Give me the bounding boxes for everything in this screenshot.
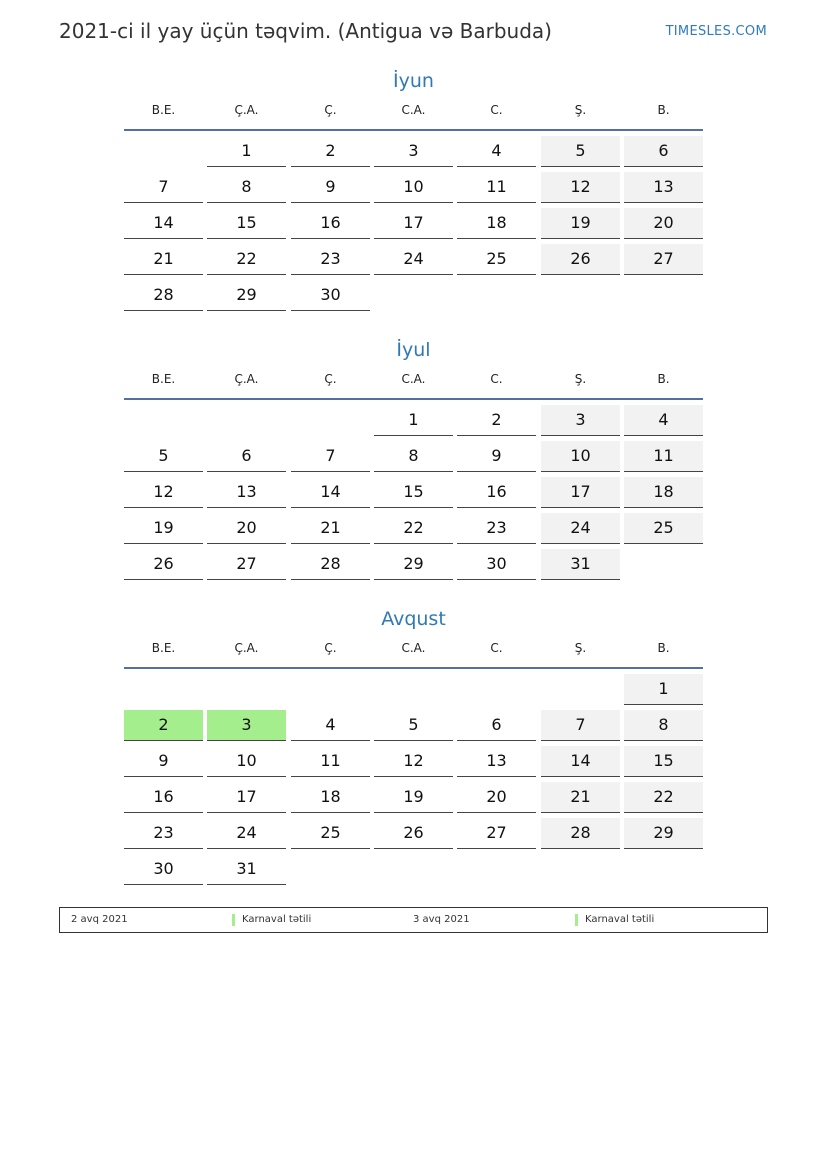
- month-july: [124, 337, 703, 585]
- month-title: İyul: [396, 339, 431, 361]
- day-cell: 30: [124, 854, 203, 885]
- day-cell: 31: [541, 549, 620, 580]
- weekday-label: Ç.A.: [234, 641, 259, 655]
- day-cell: 30: [291, 280, 370, 311]
- day-cell: 24: [207, 818, 286, 849]
- day-cell: 11: [291, 746, 370, 777]
- day-cell: 13: [457, 746, 536, 777]
- day-cell: 29: [624, 818, 703, 849]
- day-cell: 10: [207, 746, 286, 777]
- day-cell: 4: [291, 710, 370, 741]
- day-cell: 23: [457, 513, 536, 544]
- day-cell: 30: [457, 549, 536, 580]
- legend-holiday-name: Karnaval tətili: [575, 914, 654, 926]
- month-june: [124, 68, 703, 316]
- legend-date: 3 avq 2021: [413, 914, 470, 925]
- day-cell: 1: [374, 405, 453, 436]
- day-cell: 28: [124, 280, 203, 311]
- page-title: 2021-ci il yay üçün təqvim. (Antigua və Barbuda): [59, 19, 552, 43]
- day-cell: 6: [207, 441, 286, 472]
- month-title: Avqust: [381, 608, 446, 630]
- weekday-label: Ç.A.: [234, 103, 259, 117]
- weekday-label: B.E.: [151, 372, 176, 386]
- weekday-header: [124, 369, 703, 400]
- weekday-label: Ç.: [324, 641, 337, 655]
- day-cell: 16: [457, 477, 536, 508]
- day-cell: 26: [374, 818, 453, 849]
- day-cell: 11: [457, 172, 536, 203]
- day-cell: 10: [374, 172, 453, 203]
- day-cell: 18: [624, 477, 703, 508]
- day-cell: 18: [457, 208, 536, 239]
- day-cell: 22: [374, 513, 453, 544]
- weekday-label: B.: [657, 103, 670, 117]
- day-cell: 16: [124, 782, 203, 813]
- weekday-label: Ş.: [574, 641, 587, 655]
- day-cell: 7: [541, 710, 620, 741]
- day-cell: 5: [541, 136, 620, 167]
- day-cell: 13: [624, 172, 703, 203]
- weekday-label: B.: [657, 641, 670, 655]
- day-cell: 12: [374, 746, 453, 777]
- weekday-label: Ç.: [324, 372, 337, 386]
- day-cell: 25: [624, 513, 703, 544]
- day-cell: 19: [124, 513, 203, 544]
- weekday-header: [124, 638, 703, 669]
- day-cell: 19: [541, 208, 620, 239]
- day-grid: [124, 405, 703, 585]
- day-cell: 4: [624, 405, 703, 436]
- day-cell: 25: [457, 244, 536, 275]
- weekday-label: Ç.A.: [234, 372, 259, 386]
- day-cell: 26: [124, 549, 203, 580]
- day-cell: 2: [457, 405, 536, 436]
- day-cell: 7: [291, 441, 370, 472]
- day-cell: 2: [124, 710, 203, 741]
- day-cell: 9: [457, 441, 536, 472]
- day-cell: 21: [124, 244, 203, 275]
- day-cell: 5: [374, 710, 453, 741]
- holiday-legend: [59, 907, 768, 933]
- day-cell: 12: [541, 172, 620, 203]
- month-title: İyun: [393, 70, 434, 92]
- day-cell: 5: [124, 441, 203, 472]
- weekday-label: Ç.: [324, 103, 337, 117]
- day-cell: 22: [624, 782, 703, 813]
- day-cell: 4: [457, 136, 536, 167]
- weekday-label: B.E.: [151, 641, 176, 655]
- legend-holiday-name: Karnaval tətili: [232, 914, 311, 926]
- weekday-label: C.A.: [401, 103, 426, 117]
- day-cell: 15: [374, 477, 453, 508]
- day-cell: 9: [124, 746, 203, 777]
- day-cell: 24: [541, 513, 620, 544]
- day-cell: 18: [291, 782, 370, 813]
- weekday-label: C.: [490, 103, 503, 117]
- weekday-label: B.: [657, 372, 670, 386]
- day-cell: 21: [291, 513, 370, 544]
- day-cell: 13: [207, 477, 286, 508]
- day-cell: 14: [291, 477, 370, 508]
- day-cell: 6: [624, 136, 703, 167]
- weekday-label: Ş.: [574, 372, 587, 386]
- day-cell: 27: [624, 244, 703, 275]
- day-cell: 29: [207, 280, 286, 311]
- weekday-header: [124, 100, 703, 131]
- day-cell: 20: [457, 782, 536, 813]
- day-cell: 20: [624, 208, 703, 239]
- weekday-label: C.: [490, 372, 503, 386]
- day-cell: 6: [457, 710, 536, 741]
- day-cell: 29: [374, 549, 453, 580]
- day-cell: 28: [541, 818, 620, 849]
- day-cell: 8: [374, 441, 453, 472]
- day-cell: 8: [624, 710, 703, 741]
- day-grid: [124, 674, 703, 890]
- day-cell: 16: [291, 208, 370, 239]
- day-cell: 21: [541, 782, 620, 813]
- day-cell: 27: [207, 549, 286, 580]
- day-cell: 3: [207, 710, 286, 741]
- day-cell: 19: [374, 782, 453, 813]
- day-cell: 7: [124, 172, 203, 203]
- weekday-label: C.A.: [401, 641, 426, 655]
- day-cell: 20: [207, 513, 286, 544]
- weekday-label: B.E.: [151, 103, 176, 117]
- day-cell: 1: [624, 674, 703, 705]
- day-cell: 15: [624, 746, 703, 777]
- day-cell: 1: [207, 136, 286, 167]
- day-cell: 11: [624, 441, 703, 472]
- month-august: [124, 606, 703, 890]
- legend-date: 2 avq 2021: [71, 914, 128, 925]
- day-cell: 12: [124, 477, 203, 508]
- day-cell: 23: [124, 818, 203, 849]
- day-cell: 23: [291, 244, 370, 275]
- weekday-label: C.: [490, 641, 503, 655]
- day-cell: 31: [207, 854, 286, 885]
- day-cell: 24: [374, 244, 453, 275]
- day-cell: 3: [374, 136, 453, 167]
- day-cell: 17: [207, 782, 286, 813]
- day-cell: 22: [207, 244, 286, 275]
- day-cell: 10: [541, 441, 620, 472]
- day-cell: 17: [374, 208, 453, 239]
- weekday-label: C.A.: [401, 372, 426, 386]
- day-cell: 14: [124, 208, 203, 239]
- day-cell: 3: [541, 405, 620, 436]
- site-link[interactable]: TIMESLES.COM: [665, 24, 767, 39]
- day-cell: 2: [291, 136, 370, 167]
- day-cell: 14: [541, 746, 620, 777]
- day-cell: 8: [207, 172, 286, 203]
- day-cell: 25: [291, 818, 370, 849]
- day-cell: 27: [457, 818, 536, 849]
- day-cell: 15: [207, 208, 286, 239]
- day-cell: 9: [291, 172, 370, 203]
- day-grid: [124, 136, 703, 316]
- day-cell: 17: [541, 477, 620, 508]
- day-cell: 28: [291, 549, 370, 580]
- weekday-label: Ş.: [574, 103, 587, 117]
- day-cell: 26: [541, 244, 620, 275]
